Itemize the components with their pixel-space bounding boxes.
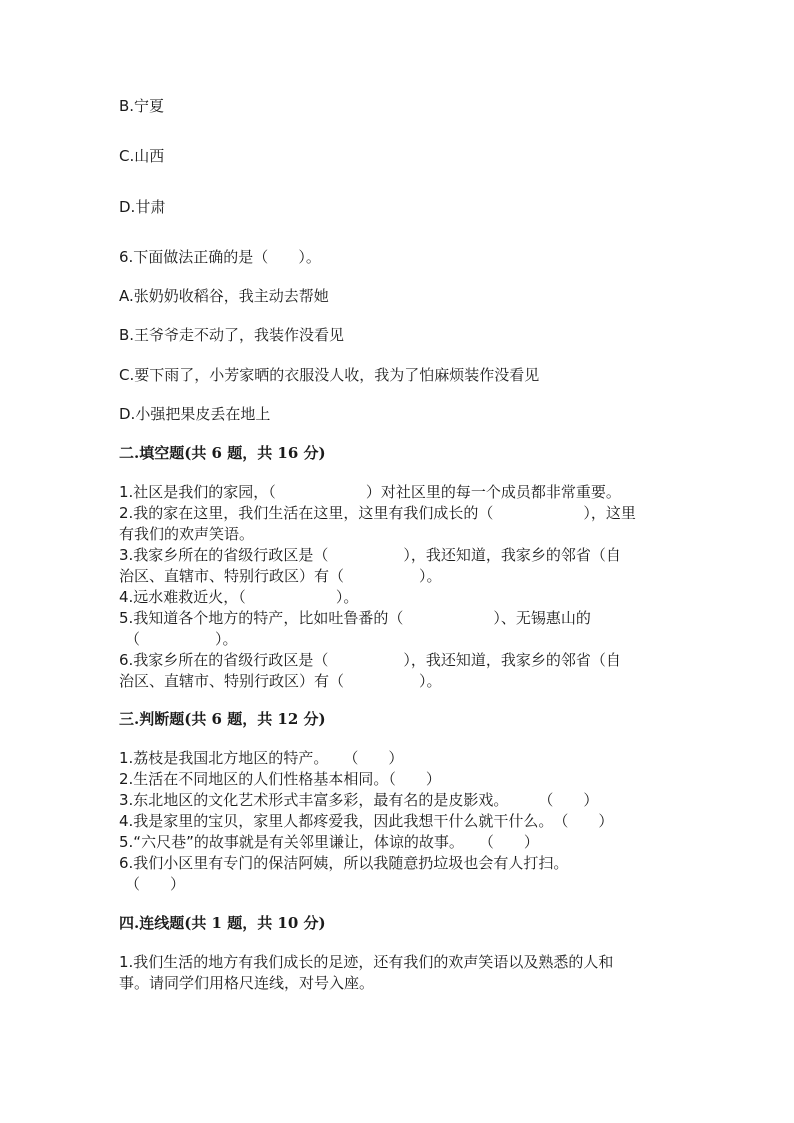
fill-blank-line: 2.我的家在这里，我们生活在这里，这里有我们成长的（ ），这里 bbox=[119, 504, 636, 522]
fill-blank-line: 4.远水难救近火，（ ）。 bbox=[119, 588, 359, 606]
true-false-line: 4.我是家里的宝贝，家里人都疼爱我，因此我想干什么就干什么。 （ ） bbox=[119, 812, 614, 830]
fill-blank-line: 有我们的欢声笑语。 bbox=[119, 525, 255, 543]
question-6-option-d: D.小强把果皮丢在地上 bbox=[119, 405, 271, 423]
fill-blank-line: 5.我知道各个地方的特产，比如吐鲁番的（ ）、无锡惠山的 bbox=[119, 609, 591, 627]
true-false-line: （ ） bbox=[125, 875, 186, 893]
question-6-option-a: A.张奶奶收稻谷，我主动去帮她 bbox=[119, 287, 329, 305]
fill-blank-line: 1.社区是我们的家园，（ ）对社区里的每一个成员都非常重要。 bbox=[119, 483, 621, 501]
question-6-option-b: B.王爷爷走不动了，我装作没看见 bbox=[119, 326, 345, 344]
fill-blank-line: （ ）。 bbox=[125, 630, 238, 648]
option-c-shanxi: C.山西 bbox=[119, 147, 165, 165]
true-false-line: 1.荔枝是我国北方地区的特产。 （ ） bbox=[119, 749, 404, 767]
option-d-gansu: D.甘肃 bbox=[119, 198, 166, 216]
question-6-stem: 6.下面做法正确的是（ ）。 bbox=[119, 248, 321, 266]
section-heading-fill-blank: 二.填空题(共 6 题，共 16 分) bbox=[119, 444, 326, 462]
fill-blank-line: 治区、直辖市、特别行政区）有（ ）。 bbox=[119, 567, 442, 585]
section-heading-true-false: 三.判断题(共 6 题，共 12 分) bbox=[119, 710, 326, 728]
true-false-line: 6.我们小区里有专门的保洁阿姨，所以我随意扔垃圾也会有人打扫。 bbox=[119, 854, 569, 872]
question-6-option-c: C.要下雨了，小芳家晒的衣服没人收，我为了怕麻烦装作没看见 bbox=[119, 366, 540, 384]
true-false-line: 2.生活在不同地区的人们性格基本相同。（ ） bbox=[119, 770, 441, 788]
matching-question-line: 事。请同学们用格尺连线，对号入座。 bbox=[119, 974, 375, 992]
true-false-line: 5.“六尺巷”的故事就是有关邻里谦让，体谅的故事。 （ ） bbox=[119, 833, 539, 851]
true-false-line: 3.东北地区的文化艺术形式丰富多彩，最有名的是皮影戏。 （ ） bbox=[119, 791, 599, 809]
section-heading-matching: 四.连线题(共 1 题，共 10 分) bbox=[119, 914, 326, 932]
matching-question-line: 1.我们生活的地方有我们成长的足迹，还有我们的欢声笑语以及熟悉的人和 bbox=[119, 953, 614, 971]
fill-blank-line: 6.我家乡所在的省级行政区是（ ），我还知道，我家乡的邻省（自 bbox=[119, 651, 621, 669]
fill-blank-line: 治区、直辖市、特别行政区）有（ ）。 bbox=[119, 672, 442, 690]
fill-blank-line: 3.我家乡所在的省级行政区是（ ），我还知道，我家乡的邻省（自 bbox=[119, 546, 621, 564]
option-b-ningxia: B.宁夏 bbox=[119, 97, 165, 115]
